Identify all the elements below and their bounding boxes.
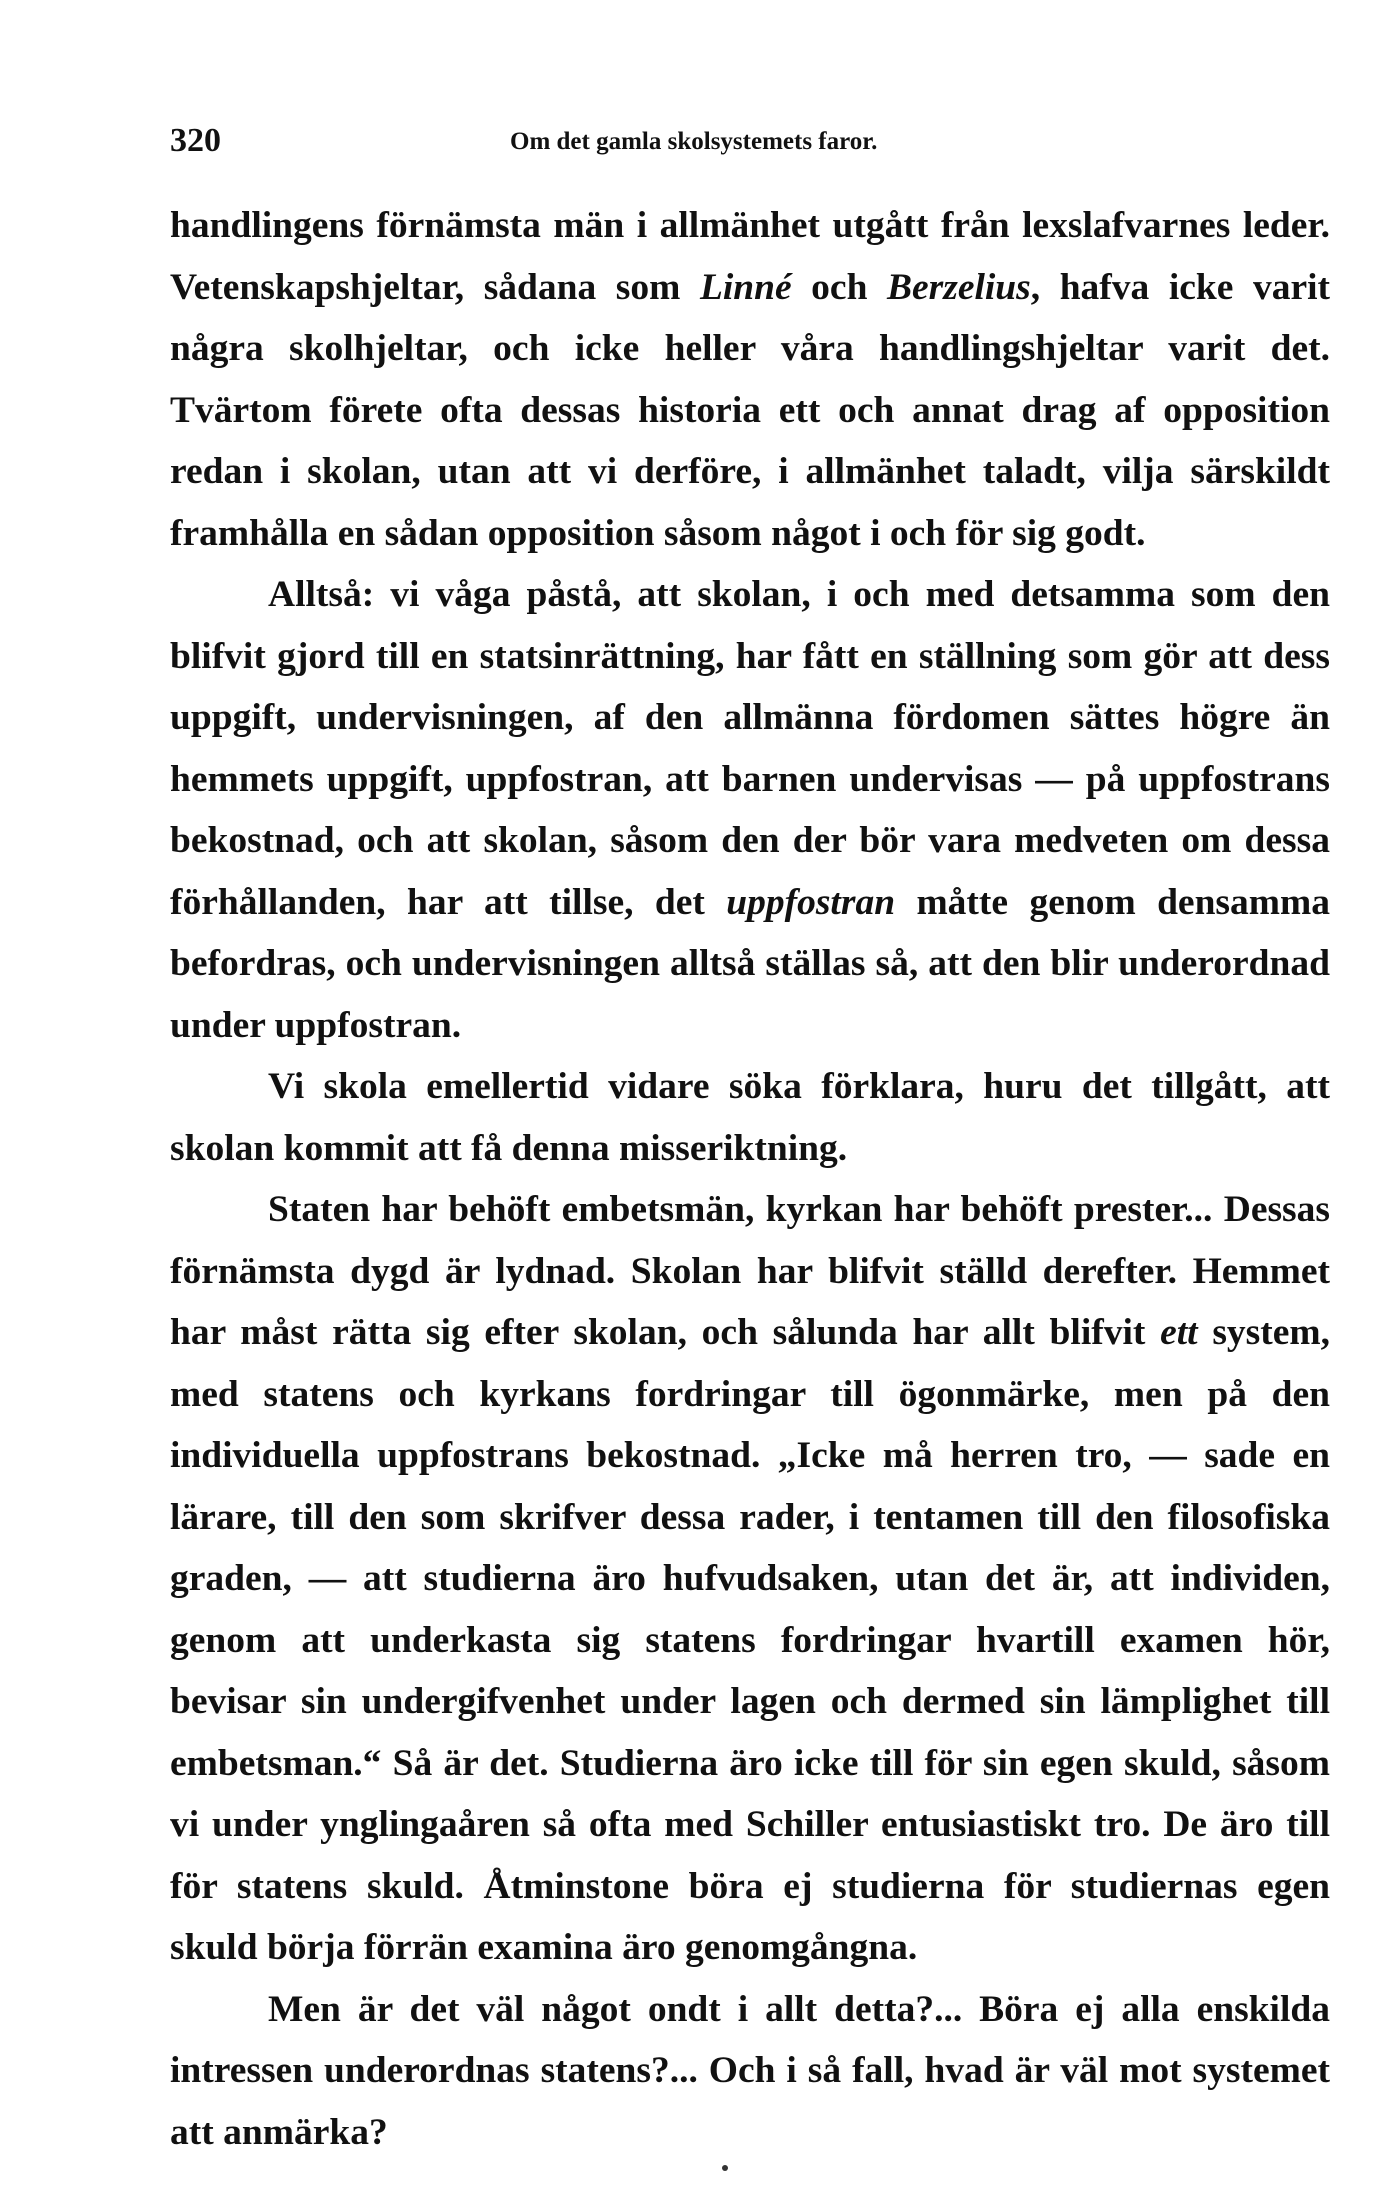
italic-text: Berzelius — [886, 266, 1031, 308]
text-run: Men är det väl något ondt i allt detta?... Böra ej alla enskilda intressen underordnas statens?... Och i så fall, hvad är väl mot systemet att anmärka? — [170, 1988, 1330, 2153]
text-run: handlingens förnämsta män i allmänhet utgått från lexslafvarnes leder. Vetenskapshjeltar, sådana som — [170, 205, 1330, 308]
running-head — [170, 122, 1330, 162]
paragraph — [170, 1179, 1330, 1979]
text-run: , hafva icke varit några skolhjeltar, och icke heller våra handlingshjeltar varit det. Tvärtom förete ofta dessas historia ett och annat drag af opposition redan i skolan, utan att vi derföre, i allmänhet taladt, vilja särskildt framhålla en sådan opposition såsom något i och för sig godt. — [170, 266, 1331, 554]
paragraph — [170, 1056, 1330, 1179]
ink-dot — [722, 2165, 728, 2171]
italic-text: uppfostran — [726, 881, 896, 923]
text-run: Vi skola emellertid vidare söka förklara, huru det tillgått, att skolan kommit att få denna misseriktning. — [170, 1066, 1330, 1169]
text-run: Alltså: vi våga påstå, att skolan, i och med detsamma som den blifvit gjord till en statsinrättning, har fått en ställning som gör att dess uppgift, undervisningen, af den allmänna fördomen sättes högre än hemmets uppgift, uppfostran, att barnen undervisas — på uppfostrans bekostnad, och att skolan, såsom den der bör vara medveten om dessa förhållanden, har att tillse, det — [170, 574, 1330, 923]
body-text — [170, 195, 1330, 2163]
paragraph — [170, 564, 1330, 1056]
text-run: måtte genom densamma befordras, och undervisningen alltså ställas så, att den blir underordnad under uppfostran. — [170, 881, 1330, 1046]
italic-text: ett — [1160, 1312, 1198, 1353]
text-run: system, med statens och kyrkans fordringar till ögonmärke, men på den individuella uppfostrans bekostnad. „Icke må herren tro, — sade en lärare, till den som skrifver dessa rader, i tentamen till den filosofiska graden, — att studierna äro hufvudsaken, utan det är, att individen, genom att underkasta sig statens fordringar hvartill examen hör, bevisar sin undergifvenhet under lagen och dermed sin lämplighet till embetsman.“ Så är det. Studierna äro icke till för sin egen skuld, såsom vi under ynglingaåren så ofta med Schiller entusiastiskt tro. De äro till för statens skuld. Åtminstone böra ej studierna för studiernas egen skuld börja förrän examina äro genomgångna. — [170, 1312, 1330, 1968]
running-title: Om det gamla skolsystemets faror. — [510, 128, 878, 155]
text-run: och — [791, 266, 887, 308]
page-number: 320 — [170, 122, 221, 159]
paragraph — [170, 195, 1330, 564]
text-run: Staten har behöft embetsmän, kyrkan har behöft prester... Dessas förnämsta dygd är lydnad. Skolan har blifvit ställd derefter. Hemmet har måst rätta sig efter skolan, och sålunda har allt blifvit — [170, 1189, 1330, 1353]
italic-text: Linné — [699, 266, 792, 308]
paragraph — [170, 1979, 1330, 2164]
